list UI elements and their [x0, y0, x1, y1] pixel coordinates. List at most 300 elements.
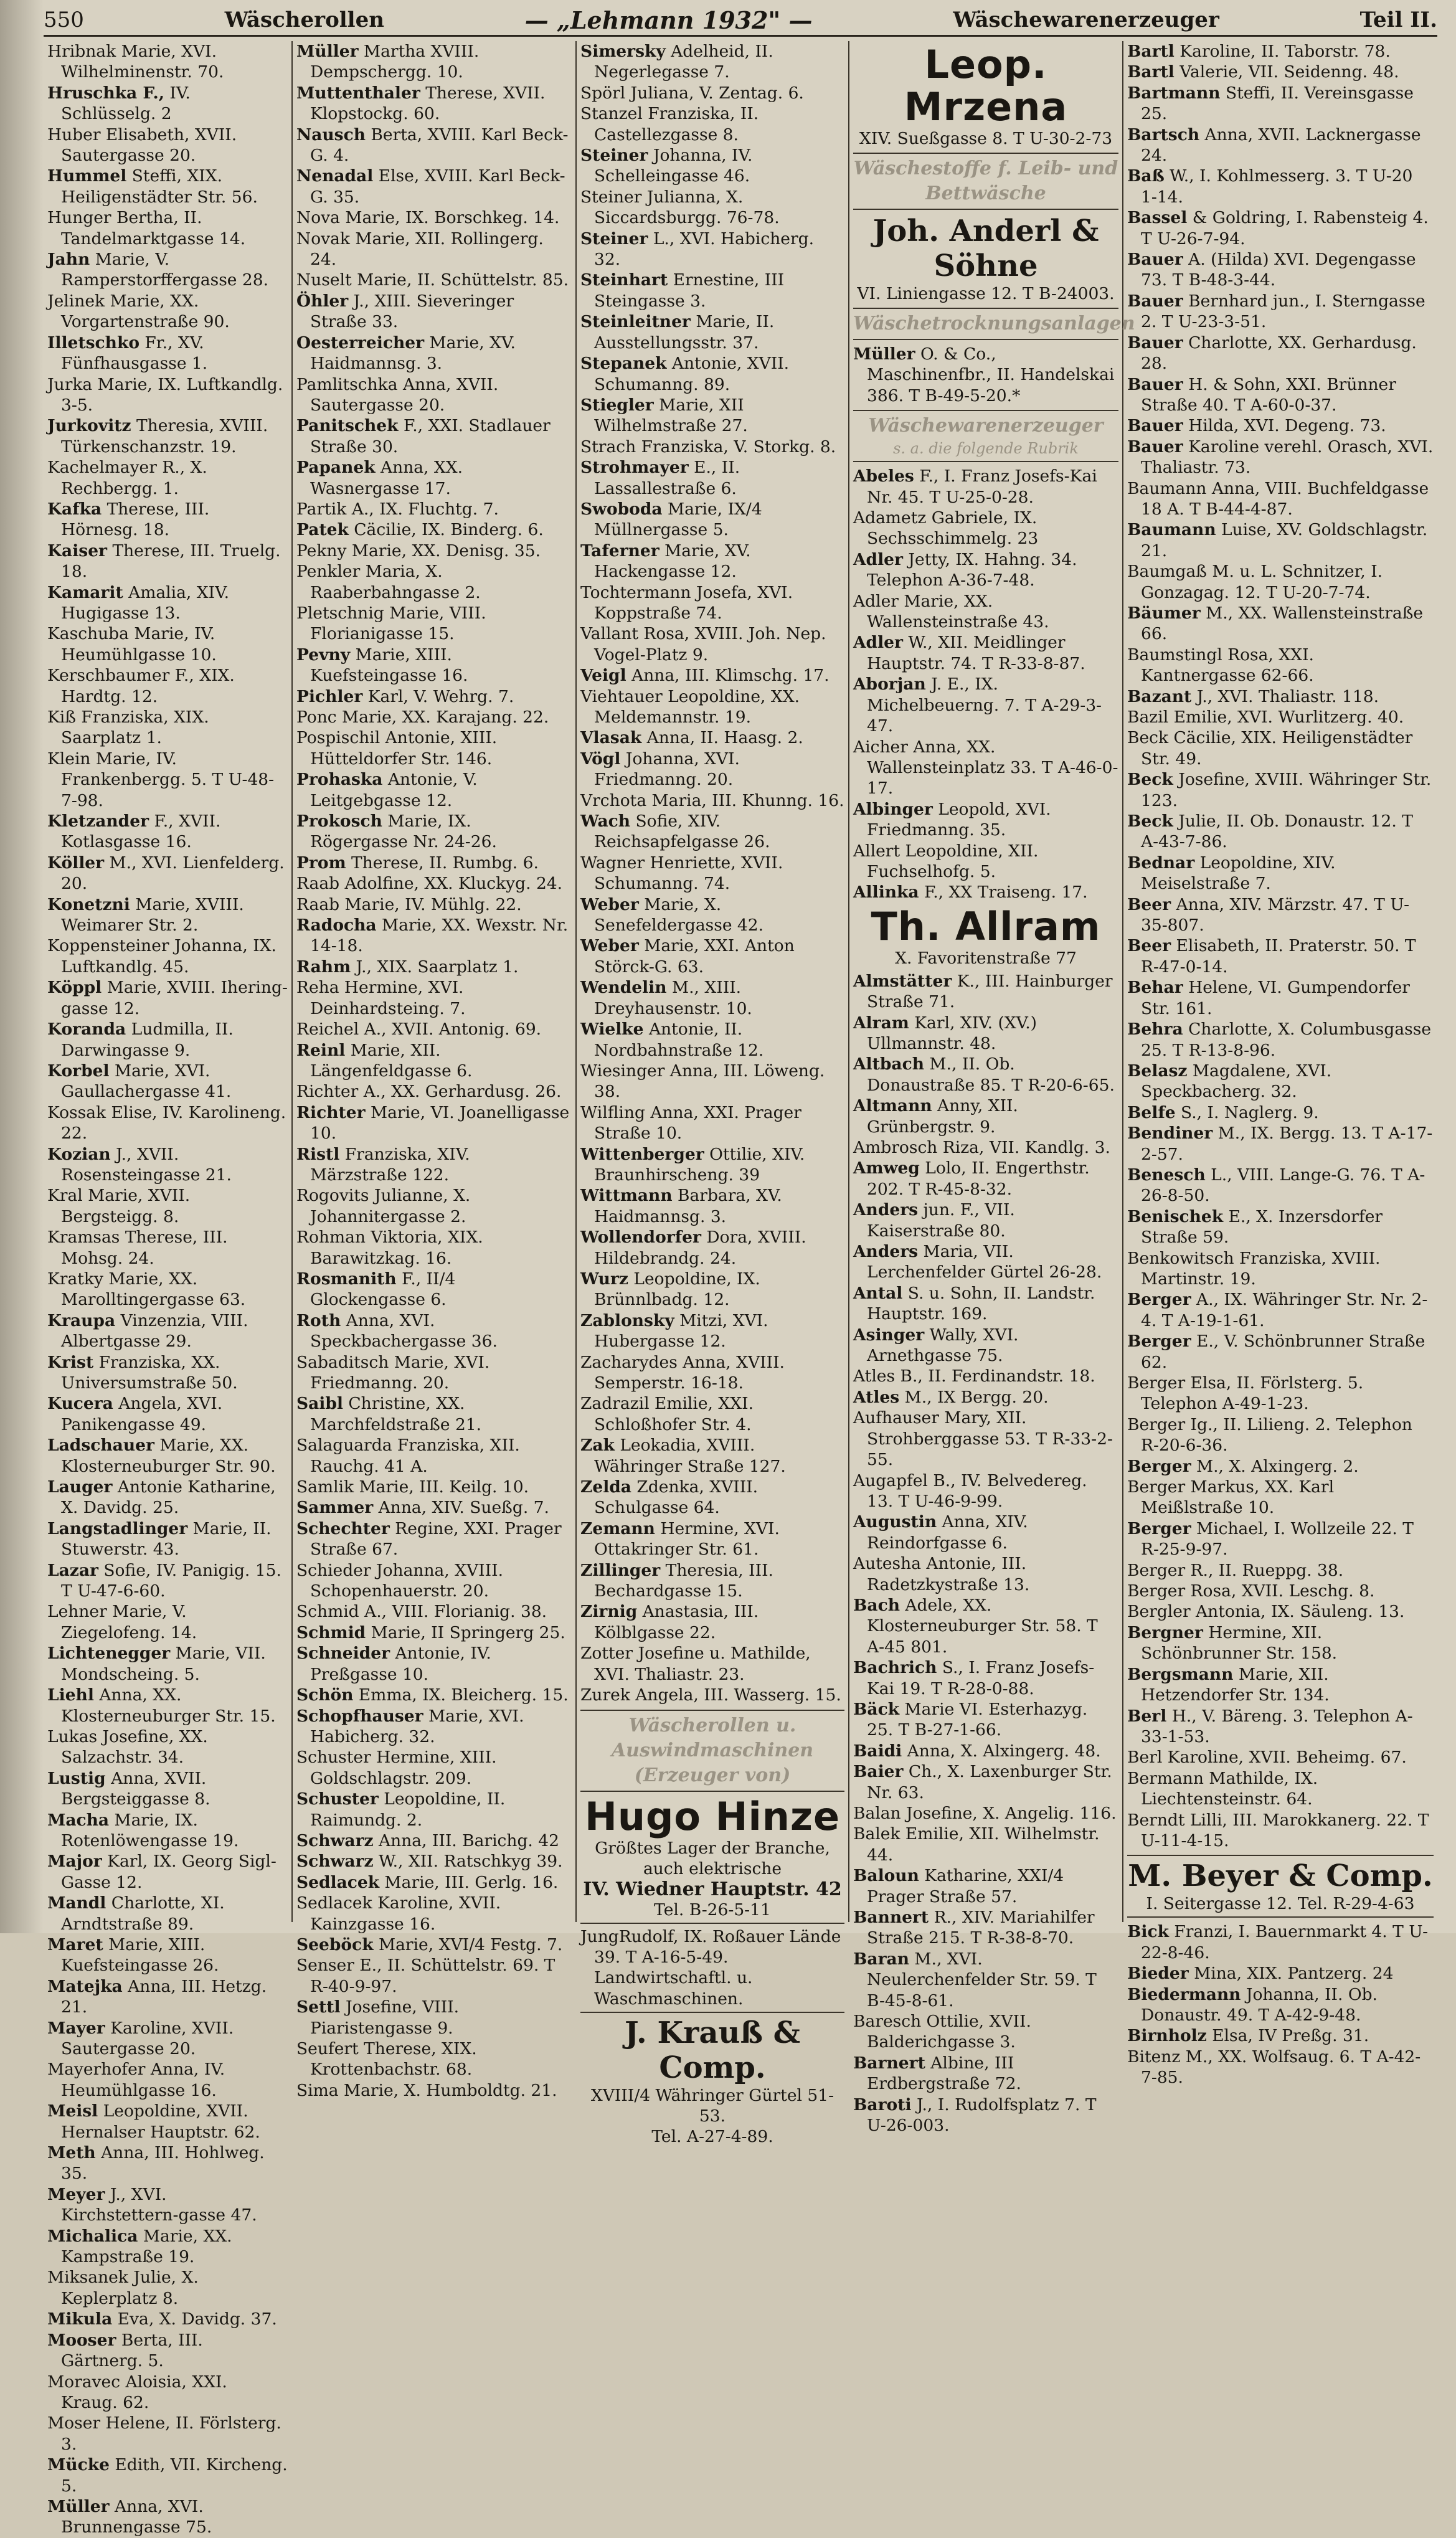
entry-name: Beck [1127, 770, 1173, 790]
entry-text: E., V. Schönbrunner Straße 62. [1141, 1332, 1425, 1372]
directory-entry [47, 1810, 288, 1852]
entry-name: Muttenthaler [296, 83, 420, 103]
entry-text: Baresch Ottilie, XVII. Balderichgasse 3. [853, 2012, 1031, 2052]
entry-text: Steiner Julianna, X. Siccardsburgg. 76-78. [580, 187, 780, 228]
entry-text: Marie, XV. Haidmannsg. 3. [310, 333, 516, 374]
entry-text: Karl, IX. Georg Sigl-Gasse 12. [61, 1852, 277, 1892]
directory-entry [296, 727, 572, 769]
directory-entry [1127, 1768, 1434, 1810]
mrzena-ghost-box [853, 153, 1118, 210]
entry-text: Anna, XVI. Brunnengasse 75. [61, 2496, 212, 2537]
directory-entry [296, 811, 572, 853]
entry-text: Zacharydes Anna, XVIII. Semperstr. 16-18. [580, 1352, 785, 1393]
entry-text: Jetty, IX. Hahng. 34. Telephon A-36-7-48. [867, 549, 1077, 590]
entry-name: Baier [853, 1762, 904, 1782]
directory-entry [853, 1512, 1118, 1553]
entry-text: F., I. Franz Josefs-Kai Nr. 45. T U-25-0-28. [867, 466, 1097, 507]
entry-name: Koranda [47, 1020, 126, 1039]
directory-entry [1127, 1019, 1434, 1061]
directory-entry [296, 1601, 572, 1622]
directory-entry [853, 508, 1118, 549]
directory-entry [1127, 1123, 1434, 1165]
entry-name: Oesterreicher [296, 333, 425, 353]
directory-entry [296, 1144, 572, 1186]
directory-entry [853, 1824, 1118, 1865]
directory-entry [296, 1352, 572, 1394]
entry-text: Aufhauser Mary, XII. Strohberggasse 53. T R-33-2-55. [853, 1408, 1113, 1470]
entry-text: Anna, XX. Klosterneuburger Str. 15. [61, 1685, 276, 1726]
entry-text: Bazil Emilie, XVI. Wurlitzerg. 40. [1127, 708, 1404, 727]
directory-entry [47, 1352, 288, 1394]
directory-entry [853, 1865, 1118, 1907]
directory-entry [47, 415, 288, 457]
directory-entry [47, 374, 288, 416]
entry-text: Franzi, I. Bauernmarkt 4. T U-22-8-46. [1141, 1922, 1429, 1963]
directory-entry [296, 1706, 572, 1748]
entry-text: J., XIII. Sieveringer Straße 33. [310, 291, 514, 332]
directory-entry [580, 1061, 844, 1102]
directory-entry [47, 499, 288, 541]
entry-text: Novak Marie, XII. Rollingerg. 24. [296, 229, 544, 270]
directory-entry [1127, 977, 1434, 1019]
entry-name: Lustig [47, 1768, 106, 1788]
entry-text: R., XIV. Mariahilfer Straße 215. T R-38-8-70. [867, 1908, 1095, 1948]
entry-text: Marie, XVIII. Ihering-gasse 12. [61, 978, 288, 1018]
entry-name: Lazar [47, 1560, 98, 1580]
entry-text: Bergler Antonia, IX. Säuleng. 13. [1127, 1602, 1405, 1622]
entry-name: Schechter [296, 1518, 390, 1538]
directory-entry [853, 632, 1118, 674]
entry-text: Albine, III Erdbergstraße 72. [867, 2053, 1021, 2094]
entry-text: J., XIX. Saarplatz 1. [351, 957, 519, 977]
entry-text: Karoline verehl. Orasch, XVI. Thaliastr. 73. [1141, 437, 1434, 478]
entry-text: Sofie, IV. Panigig. 15. T U-47-6-60. [61, 1560, 281, 1601]
mueller-entry-text: O. & Co., Maschinenfbr., II. Handelskai 386. T B-49-5-20.* [867, 344, 1115, 405]
entry-text: Kiß Franziska, XIX. Saarplatz 1. [47, 708, 209, 748]
rollen-ghost-heading: Wäscherollen u. Auswindmaschinen (Erzeuger von) [611, 1714, 814, 1786]
entry-text: Richter A., XX. Gerhardusg. 26. [296, 1082, 562, 1102]
entry-text: Emma, IX. Bleicherg. 15. [353, 1685, 569, 1705]
directory-entry [296, 229, 572, 270]
directory-entry [853, 1013, 1118, 1054]
entry-text: Johanna, XVI. Friedmanng. 20. [594, 749, 740, 790]
entry-name: Baidi [853, 1741, 902, 1761]
entry-name: Bäck [853, 1699, 900, 1719]
directory-entry [853, 1283, 1118, 1325]
directory-entry [580, 1518, 844, 1560]
entry-text: Theresia, XVIII. Türkenschanzstr. 19. [61, 416, 268, 457]
trock-ghost-box [853, 308, 1135, 340]
directory-entry [296, 415, 572, 457]
entry-text: J., XVI. Kirchstettern-gasse 47. [61, 2184, 257, 2225]
entry-name: Wielke [580, 1020, 644, 1039]
entry-name: Behra [1127, 1020, 1183, 1039]
entry-text: Nuselt Marie, II. Schüttelstr. 85. [296, 270, 569, 290]
entry-name: Wendelin [580, 978, 667, 998]
directory-entry [1127, 686, 1434, 707]
entry-text: Kral Marie, XVII. Bergsteigg. 8. [47, 1186, 191, 1226]
directory-entry [1127, 853, 1434, 894]
columns-container [44, 41, 1437, 2537]
entry-text: Hunger Bertha, II. Tandelmarktgasse 14. [47, 208, 246, 249]
directory-entry [296, 2080, 572, 2101]
entry-text: Anna, XIV. Reindorfgasse 6. [867, 1512, 1028, 1553]
directory-entry [296, 707, 572, 727]
directory-entry [47, 2018, 288, 2060]
directory-entry [296, 1872, 572, 1893]
entry-text: Zadrazil Emilie, XXI. Schloßhofer Str. 4. [580, 1394, 754, 1434]
hinze-line-3: Tel. B-26-5-11 [654, 1900, 771, 1920]
directory-entry [1127, 1747, 1434, 1768]
directory-entry [296, 603, 572, 645]
entry-name: Bäumer [1127, 603, 1201, 623]
entry-text: Edith, VII. Kircheng. 5. [61, 2455, 288, 2496]
entry-text: Franziska, XIV. Märzstraße 122. [310, 1144, 470, 1185]
entry-text: Marie, VI. Joanelligasse 10. [310, 1102, 570, 1144]
entry-name: Mikula [47, 2309, 113, 2329]
directory-entry [1127, 415, 1434, 436]
entry-name: Patek [296, 520, 349, 540]
entry-name: Macha [47, 1810, 110, 1830]
directory-entry [853, 2011, 1118, 2053]
entry-text: Marie, V. Ramperstorffergasse 28. [61, 250, 269, 290]
directory-entry [580, 977, 844, 1019]
right-running-title: Wäschewarenerzeuger [953, 7, 1219, 32]
entry-name: Schopfhauser [296, 1706, 423, 1726]
entry-text: Marie, III. Gerlg. 16. [379, 1872, 559, 1892]
directory-entry [47, 291, 288, 333]
entry-name: Aborjan [853, 675, 926, 694]
directory-entry [296, 1227, 572, 1269]
entry-name: Baroti [853, 2095, 912, 2114]
entry-name: Rahm [296, 957, 351, 977]
entry-name: Wollendorfer [580, 1228, 701, 1248]
entry-name: Wittmann [580, 1186, 673, 1206]
directory-entry [47, 1269, 288, 1310]
mueller-entry [853, 344, 1118, 406]
directory-entry [296, 457, 572, 499]
entry-name: Nenadal [296, 166, 374, 186]
entry-name: Adler [853, 633, 903, 653]
entry-name: Langstadlinger [47, 1518, 188, 1538]
entry-text: Strach Franziska, V. Storkg. 8. [580, 437, 836, 457]
directory-entry [47, 2496, 288, 2538]
directory-entry [853, 1408, 1118, 1470]
entry-text: Marie, IX. Rögergasse Nr. 24-26. [310, 812, 497, 852]
directory-entry [1127, 727, 1434, 769]
directory-entry [296, 270, 572, 290]
entry-name: Lichtenegger [47, 1644, 171, 1664]
jung-entry: JungRudolf, IX. Roßauer Lände 39. T A-16-5-49. Landwirtschaftl. u. Waschmaschinen. [580, 1926, 841, 2009]
entry-name: Swoboda [580, 499, 663, 519]
directory-entry [853, 466, 1118, 508]
directory-entry [47, 977, 288, 1019]
directory-entry [47, 582, 288, 624]
entry-text: M., IX. Bergg. 13. T A-17-2-57. [1141, 1124, 1433, 1164]
directory-entry [853, 1949, 1118, 2011]
directory-entry [47, 811, 288, 853]
entry-text: Baumann Anna, VIII. Buchfeldgasse 18 A. T B-44-4-87. [1127, 478, 1429, 519]
entry-name: Berger [1127, 1456, 1191, 1476]
directory-entry [47, 1685, 288, 1726]
entry-name: Settl [296, 1997, 341, 2017]
directory-entry [296, 1477, 572, 1497]
column-4 [849, 41, 1135, 2136]
directory-entry [580, 270, 844, 311]
directory-entry [1127, 1477, 1434, 1518]
directory-entry [296, 957, 572, 977]
directory-entry [296, 1955, 572, 1997]
entry-name: Sammer [296, 1498, 374, 1518]
entry-name: Adler [853, 549, 903, 569]
directory-entry [1127, 1664, 1434, 1706]
entry-name: Papanek [296, 458, 376, 478]
entry-name: Birnholz [1127, 2026, 1207, 2046]
entry-text: Fr., XV. Fünfhausgasse 1. [61, 333, 208, 374]
entry-name: Steiner [580, 146, 648, 166]
entry-text: Bernhard jun., I. Sterngasse 2. T U-23-3-51. [1141, 291, 1425, 332]
directory-entry [580, 541, 844, 582]
entry-name: Belfe [1127, 1102, 1176, 1122]
directory-entry [296, 1269, 572, 1310]
mrzena-address: XIV. Sueßgasse 8. T U-30-2-73 [859, 129, 1113, 148]
directory-entry [853, 841, 1118, 883]
entry-text: K., III. Hainburger Straße 71. [867, 971, 1113, 1012]
directory-entry [1127, 561, 1434, 603]
directory-entry [580, 1352, 844, 1394]
directory-entry [296, 873, 572, 894]
entry-name: Bergner [1127, 1622, 1203, 1642]
entry-name: Bauer [1127, 437, 1183, 457]
entry-text: J., XVI. Thaliastr. 118. [1191, 686, 1379, 706]
entry-name: Steinleitner [580, 312, 691, 332]
entry-name: Kucera [47, 1394, 113, 1414]
directory-entry [296, 1310, 572, 1352]
entry-text: Stanzel Franziska, II. Castellezgasse 8. [580, 104, 759, 144]
directory-entry [580, 353, 844, 395]
entry-text: Schuster Hermine, XIII. Goldschlagstr. 209. [296, 1748, 497, 1788]
entry-name: Bachrich [853, 1658, 937, 1678]
hinze-line-1: Größtes Lager der Branche, auch elektrische [595, 1838, 830, 1878]
directory-entry [47, 83, 288, 125]
entry-name: Bauer [1127, 374, 1183, 394]
entry-name: Reinl [296, 1040, 346, 1060]
entry-text: Antonie, XVII. Schumanng. 89. [594, 354, 790, 394]
entry-name: Prohaska [296, 770, 383, 790]
entry-name: Baß [1127, 166, 1165, 186]
directory-entry [296, 1435, 572, 1477]
entry-text: Lolo, II. Engerthstr. 202. T R-45-8-32. [867, 1158, 1090, 1199]
directory-entry [580, 103, 844, 145]
entry-text: Dora, XVIII. Hildebrandg. 24. [594, 1228, 806, 1268]
entry-text: Vallant Rosa, XVIII. Joh. Nep. Vogel-Platz 9. [580, 624, 826, 665]
entry-text: Salaguarda Franziska, XII. Rauchg. 41 A. [296, 1436, 520, 1476]
entry-text: Marie, XVI. Habicherg. 32. [310, 1706, 524, 1746]
entry-name: Jahn [47, 250, 90, 270]
entry-name: Altmann [853, 1096, 932, 1116]
entry-name: Seeböck [296, 1934, 374, 1954]
entry-text: Therese, III. Truelg. 18. [61, 541, 281, 582]
entry-text: Anna, X. Alxingerg. 48. [902, 1741, 1101, 1761]
directory-entry [853, 1325, 1118, 1366]
entry-text: Marie, XV. Hackengasse 12. [594, 541, 751, 582]
directory-entry [1127, 478, 1434, 520]
entry-text: Pekny Marie, XX. Denisg. 35. [296, 541, 541, 561]
directory-entry [296, 166, 572, 207]
column-1 [44, 41, 293, 2537]
entry-text: Marie, XVI/4 Festg. 7. [373, 1934, 563, 1954]
left-running-title: Wäscherollen [224, 7, 384, 32]
entry-name: Matejka [47, 1976, 123, 1996]
directory-entry [580, 1019, 844, 1061]
mueller-entry-name: Müller [853, 344, 915, 364]
directory-entry [47, 1477, 288, 1518]
entry-text: Cäcilie, IX. Binderg. 6. [348, 520, 544, 540]
entry-text: Kramsas Therese, III. Mohsg. 24. [47, 1228, 228, 1268]
directory-entry [1127, 166, 1434, 207]
entry-text: Ch., X. Laxenburger Str. Nr. 63. [867, 1762, 1112, 1802]
directory-entry [296, 853, 572, 873]
entry-text: Charlotte, XI. Arndtstraße 89. [61, 1893, 225, 1934]
entry-text: Balan Josefine, X. Angelig. 116. [853, 1804, 1117, 1823]
entry-name: Öhler [296, 291, 349, 311]
entry-name: Wach [580, 812, 631, 831]
entry-text: IV. Schlüsselg. 2 [61, 83, 191, 124]
directory-entry [296, 1560, 572, 1602]
directory-entry [296, 83, 572, 125]
entry-text: Berta, III. Gärtnerg. 5. [61, 2330, 203, 2371]
entry-name: Bauer [1127, 333, 1183, 353]
entry-name: Zemann [580, 1518, 655, 1538]
directory-entry [296, 499, 572, 519]
entry-name: Prom [296, 853, 346, 873]
directory-entry [1127, 1061, 1434, 1102]
directory-entry [296, 1185, 572, 1227]
entry-name: Liehl [47, 1685, 94, 1705]
entry-text: Kerschbaumer F., XIX. Hardtg. 12. [47, 666, 235, 706]
entry-text: Michael, I. Wollzeile 22. T R-25-9-97. [1141, 1518, 1414, 1560]
entry-text: Pospischil Antonie, XIII. Hütteldorfer Str. 146. [296, 728, 498, 769]
entry-text: Zurek Angela, III. Wasserg. 15. [580, 1685, 841, 1705]
entry-name: Korbel [47, 1061, 110, 1081]
entry-text: Marie, XVI. Gaullachergasse 41. [61, 1061, 232, 1102]
directory-entry [47, 333, 288, 374]
entry-name: Ristl [296, 1144, 340, 1164]
directory-entry [853, 1803, 1118, 1824]
entry-text: Leokadia, XVIII. Währinger Straße 127. [594, 1436, 786, 1476]
directory-entry [47, 1560, 288, 1602]
directory-entry [853, 1595, 1118, 1657]
directory-entry [853, 1054, 1118, 1096]
entry-name: Panitschek [296, 416, 399, 436]
entry-name: Amweg [853, 1158, 920, 1178]
column-3-list [580, 41, 844, 1706]
entry-text: Bitenz M., XX. Wolfsaug. 6. T A-42-7-85. [1127, 2047, 1421, 2088]
entry-text: Maria, VII. Lerchenfelder Gürtel 26-28. [867, 1242, 1102, 1282]
directory-entry [580, 623, 844, 665]
directory-entry [296, 686, 572, 707]
entry-name: Baran [853, 1949, 909, 1969]
directory-entry [47, 457, 288, 499]
entry-name: Baloun [853, 1866, 919, 1886]
hinze-ad [580, 1793, 844, 1920]
hinze-line-2: IV. Wiedner Hauptstr. 42 [583, 1878, 842, 1900]
directory-entry [853, 1553, 1118, 1595]
directory-entry [47, 2330, 288, 2372]
directory-entry [580, 582, 844, 624]
directory-entry [296, 291, 572, 333]
directory-entry [853, 1470, 1118, 1512]
entry-name: Berger [1127, 1332, 1191, 1352]
mrzena-ad [853, 44, 1118, 149]
directory-entry [47, 2059, 288, 2101]
entry-name: Strohmayer [580, 458, 689, 478]
entry-name: Bednar [1127, 853, 1195, 873]
entry-text: Miksanek Julie, X. Keplerplatz 8. [47, 2268, 199, 2308]
directory-entry [47, 2309, 288, 2329]
entry-name: Kletzander [47, 812, 149, 831]
directory-entry [580, 1310, 844, 1352]
entry-text: Anny, XII. Grünbergstr. 9. [867, 1096, 1018, 1137]
entry-text: Hermine, XVI. Ottakringer Str. 61. [594, 1518, 780, 1560]
entry-text: F., II/4 Glockengasse 6. [310, 1269, 456, 1310]
entry-name: Zak [580, 1436, 615, 1456]
entry-text: Luise, XV. Goldschlagstr. 21. [1141, 520, 1428, 561]
directory-entry [47, 894, 288, 936]
krauss-line-1: XVIII/4 Währinger Gürtel 51-53. [590, 2086, 834, 2126]
entry-text: Jelinek Marie, XX. Vorgartenstraße 90. [47, 291, 230, 332]
directory-entry [1127, 1984, 1434, 2026]
entry-text: S. u. Sohn, II. Landstr. Hauptstr. 169. [867, 1283, 1095, 1324]
page-number: 550 [44, 7, 84, 32]
entry-name: Augustin [853, 1512, 937, 1532]
beyer-address: I. Seitergasse 12. Tel. R-29-4-63 [1146, 1894, 1415, 1914]
entry-name: Meisl [47, 2101, 98, 2121]
entry-text: Anna, XIV. Sueßg. 7. [373, 1498, 549, 1518]
entry-name: Rosmanith [296, 1269, 397, 1289]
entry-text: L., XVI. Habicherg. 32. [594, 229, 815, 270]
entry-name: Müller [296, 42, 359, 61]
directory-entry [296, 645, 572, 686]
entry-text: Josefine, VIII. Piaristengasse 9. [310, 1997, 460, 2038]
directory-entry [1127, 1601, 1434, 1622]
directory-entry [580, 83, 844, 103]
entry-text: Marie, II Springerg 25. [366, 1622, 565, 1642]
krauss-ad [580, 2015, 844, 2147]
entry-text: Marie, XX. Kampstraße 19. [61, 2226, 232, 2267]
entry-name: Kraupa [47, 1310, 116, 1330]
krauss-name: J. Krauß & Comp. [625, 2015, 800, 2086]
entry-text: Berger Elsa, II. Förlsterg. 5. Telephon A-49-1-23. [1127, 1373, 1364, 1414]
entry-name: Müller [47, 2496, 110, 2516]
entry-text: Marie, X. Senefeldergasse 42. [594, 894, 764, 935]
entry-name: Bergsmann [1127, 1664, 1234, 1684]
directory-entry [47, 2226, 288, 2268]
entry-name: Maret [47, 1934, 103, 1954]
directory-entry [1127, 1921, 1434, 1963]
entry-text: M., II. Ob. Donaustraße 85. T R-20-6-65. [867, 1054, 1115, 1095]
entry-name: Meyer [47, 2184, 105, 2204]
entry-text: Mitzi, XVI. Hubergasse 12. [594, 1310, 768, 1352]
entry-name: Berger [1127, 1518, 1191, 1538]
entry-name: Schön [296, 1685, 354, 1705]
entry-name: Saibl [296, 1394, 343, 1414]
directory-entry [47, 1102, 288, 1144]
entry-text: Marie, XIII. Kuefsteingasse 16. [310, 645, 468, 686]
directory-entry [580, 499, 844, 541]
directory-entry [853, 1200, 1118, 1241]
entry-name: Bieder [1127, 1964, 1189, 1984]
